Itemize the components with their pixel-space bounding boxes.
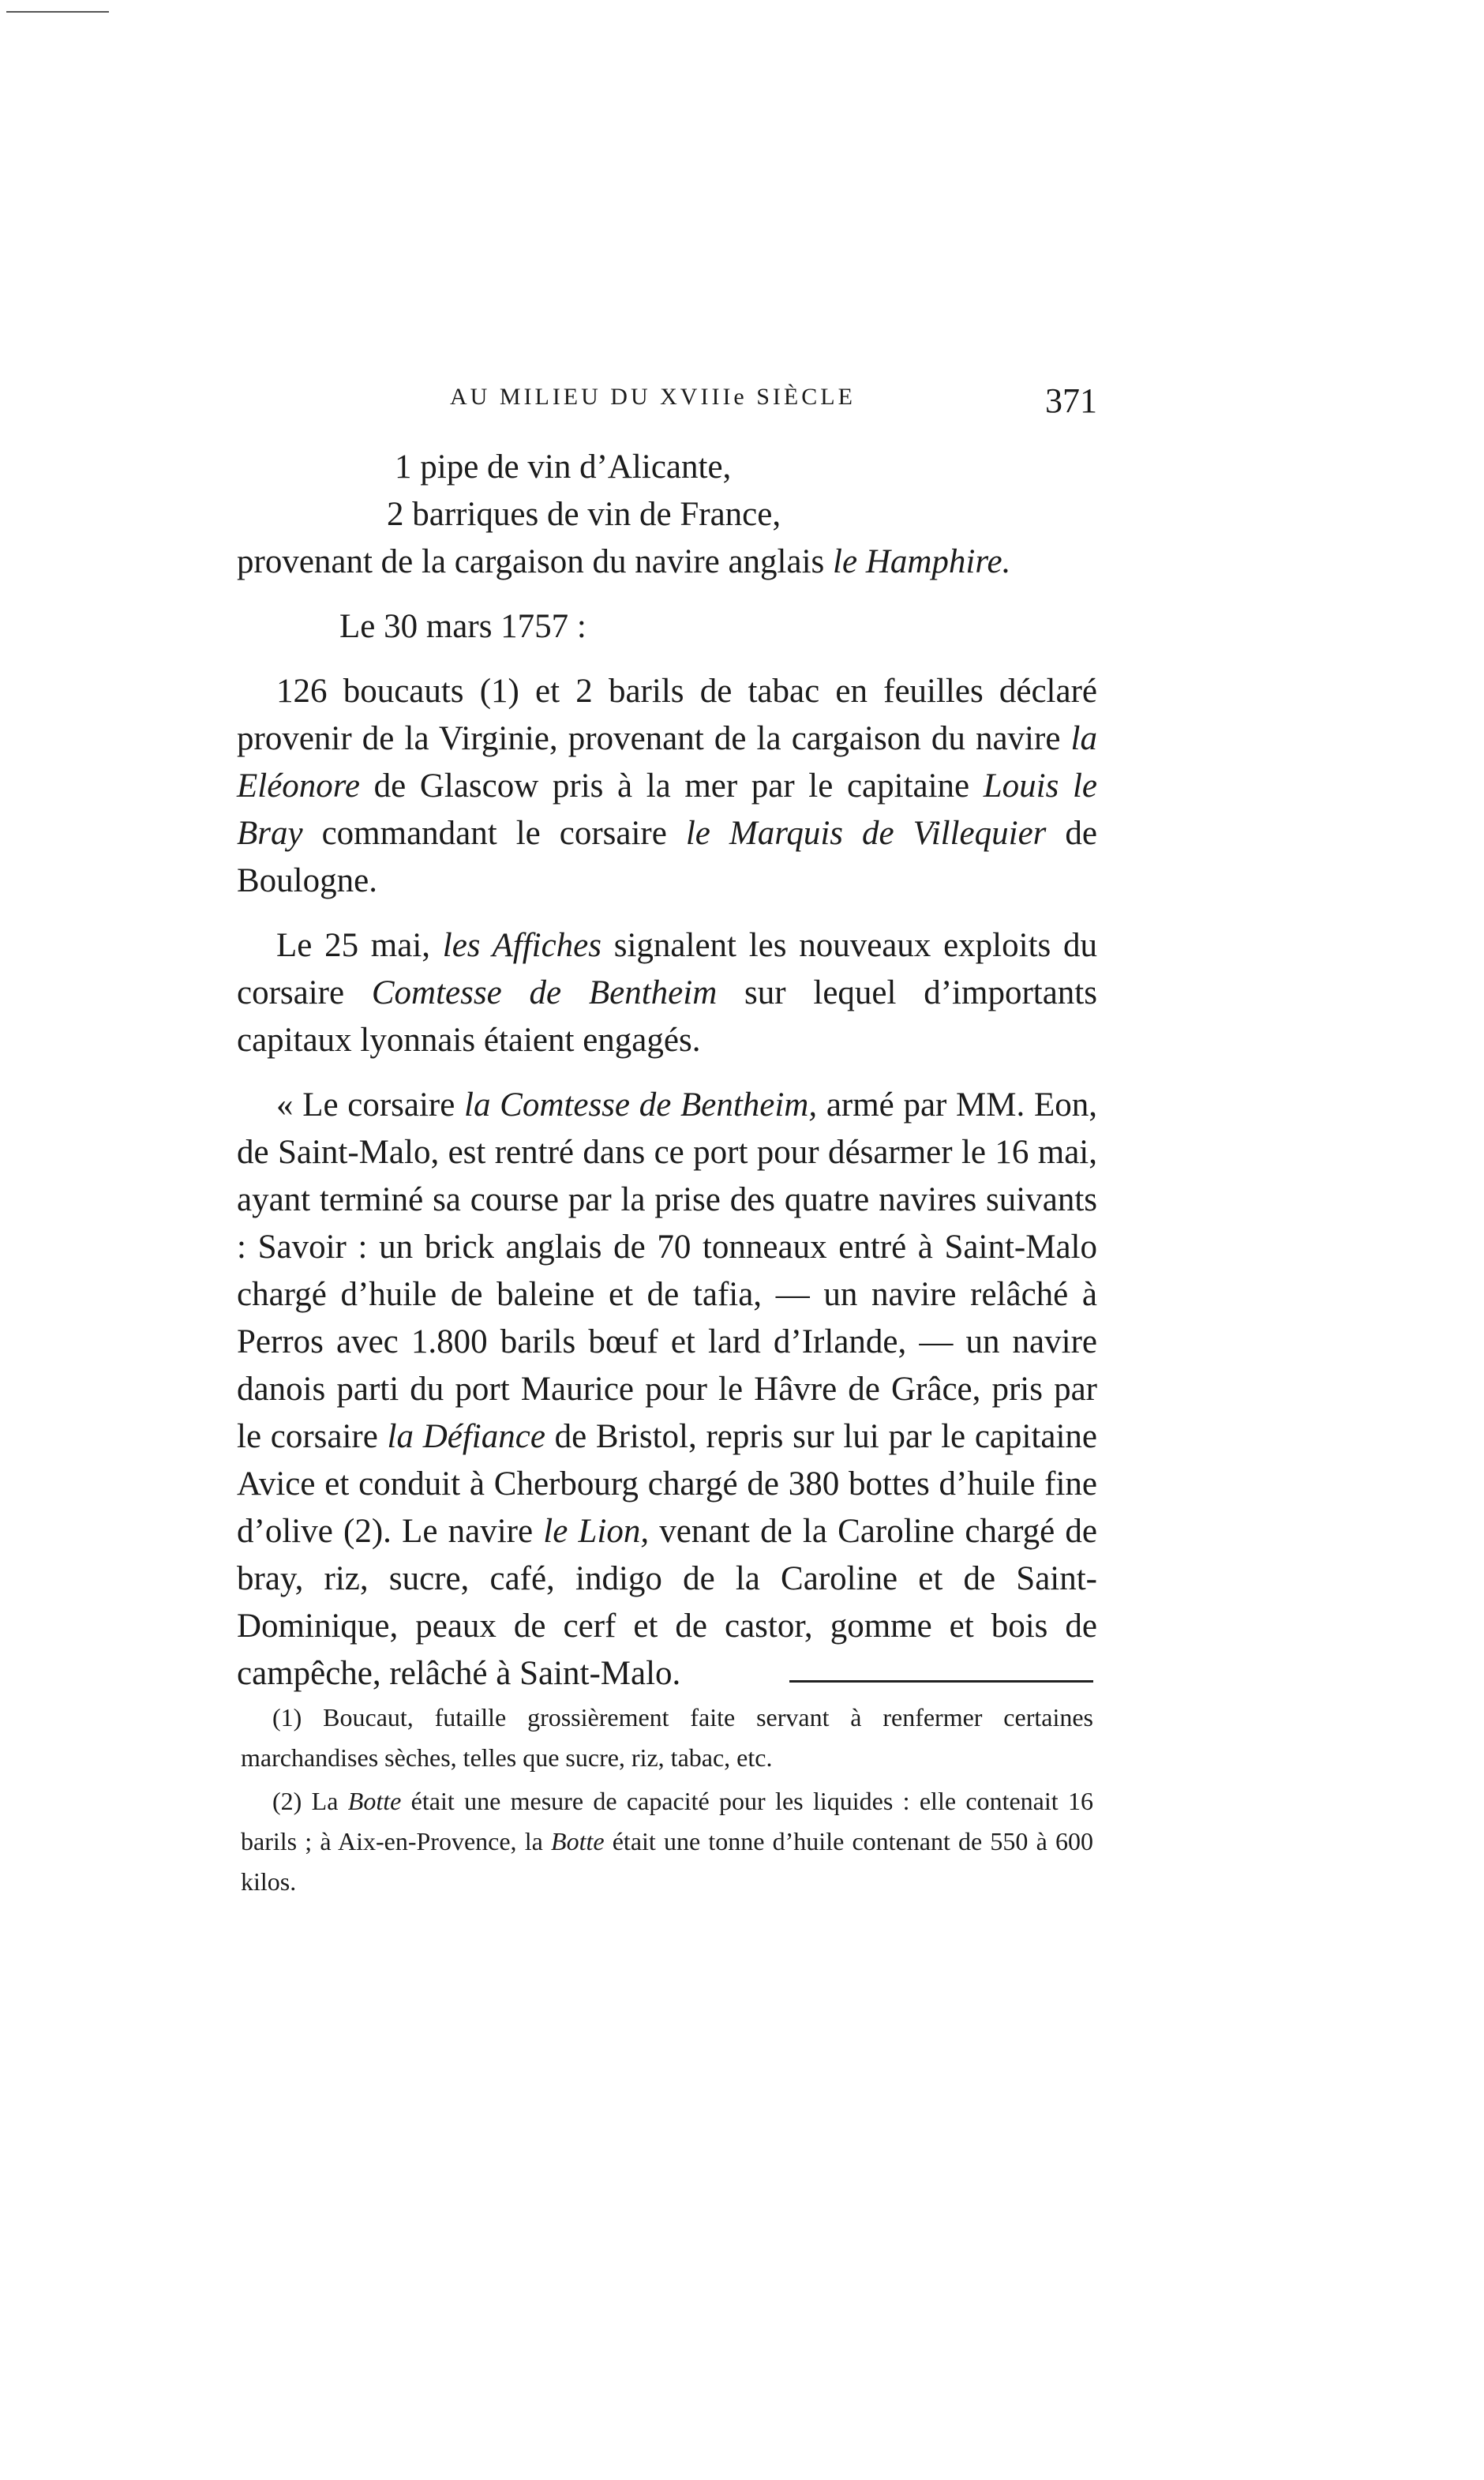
footnote-1: (1) Boucaut, futaille grossièrement faite servant à renfermer certaines marchandises sèches, telles que sucre, riz, tabac, etc. — [241, 1703, 1093, 1772]
main-text — [237, 444, 1097, 1698]
provenance-line: provenant de la cargaison du navire anglais le Hamphire. — [237, 543, 1011, 580]
footnote-separator — [789, 1680, 1093, 1683]
cargo-item-2: 2 barriques de vin de France, — [387, 496, 781, 533]
ship-name: la Eléonore — [237, 720, 1097, 805]
corsaire-name: le Marquis de Villequier — [685, 815, 1047, 852]
scan-corner-rule — [6, 11, 109, 13]
date-line: Le 30 mars 1757 : — [339, 608, 586, 645]
cargo-item-1: 1 pipe de vin d’Alicante, — [395, 448, 732, 486]
paragraph-2: Le 25 mai, les Affiches signalent les nouveaux exploits du corsaire Comtesse de Bentheim sur lequel d’importants capitaux lyonnais étaient engagés. — [237, 927, 1097, 1059]
ship-name: la Défiance — [387, 1418, 545, 1455]
running-title: AU MILIEU DU XVIIIe SIÈCLE — [450, 384, 856, 410]
captain-name: Louis le Bray — [237, 767, 1097, 852]
paragraph-1: 126 boucauts (1) et 2 barils de tabac en feuilles déclaré provenir de la Virginie, provenant de la cargaison du navire la Eléonore de Glascow pris à la mer par le capitaine Louis le Bray commandant le corsaire le Marquis de Villequier de Boulogne. — [237, 673, 1097, 899]
ship-name: le Lion, — [543, 1513, 650, 1550]
corsaire-name: Comtesse de Bentheim — [371, 974, 718, 1011]
page-header — [237, 381, 1097, 428]
corsaire-name: la Comtesse de Bentheim, — [464, 1086, 818, 1124]
page-number: 371 — [1045, 381, 1097, 420]
footnotes — [241, 1698, 1093, 1905]
ship-name: le Hamphire. — [833, 543, 1011, 580]
footnote-2: (2) La Botte était une mesure de capacité pour les liquides : elle contenait 16 barils ; à Aix-en-Provence, la Botte était une tonne d’huile contenant de 550 à 600 kilos. — [241, 1787, 1094, 1896]
paragraph-3: « Le corsaire la Comtesse de Bentheim, armé par MM. Eon, de Saint-Malo, est rentré dans ce port pour désarmer le 16 mai, ayant terminé sa course par la prise des quatre navires suivants : Savoir : un brick anglais de 70 tonneaux entré à Saint-Malo chargé d’huile de baleine et de tafia, — un navire relâché à Perros avec 1.800 barils bœuf et lard d’Irlande, — un navire danois parti du port Maurice pour le Hâvre de Grâce, pris par le corsaire la Défiance de Bristol, repris sur lui par le capitaine Avice et conduit à Cherbourg chargé de 380 bottes d’huile fine d’olive (2). Le navire le Lion, venant de la Caroline chargé de bray, riz, sucre, café, indigo de la Caroline et de Saint-Dominique, peaux de cerf et de castor, gomme et bois de campêche, relâché à Saint-Malo. — [237, 1086, 1098, 1692]
newspaper-name: les Affiches — [442, 927, 601, 964]
